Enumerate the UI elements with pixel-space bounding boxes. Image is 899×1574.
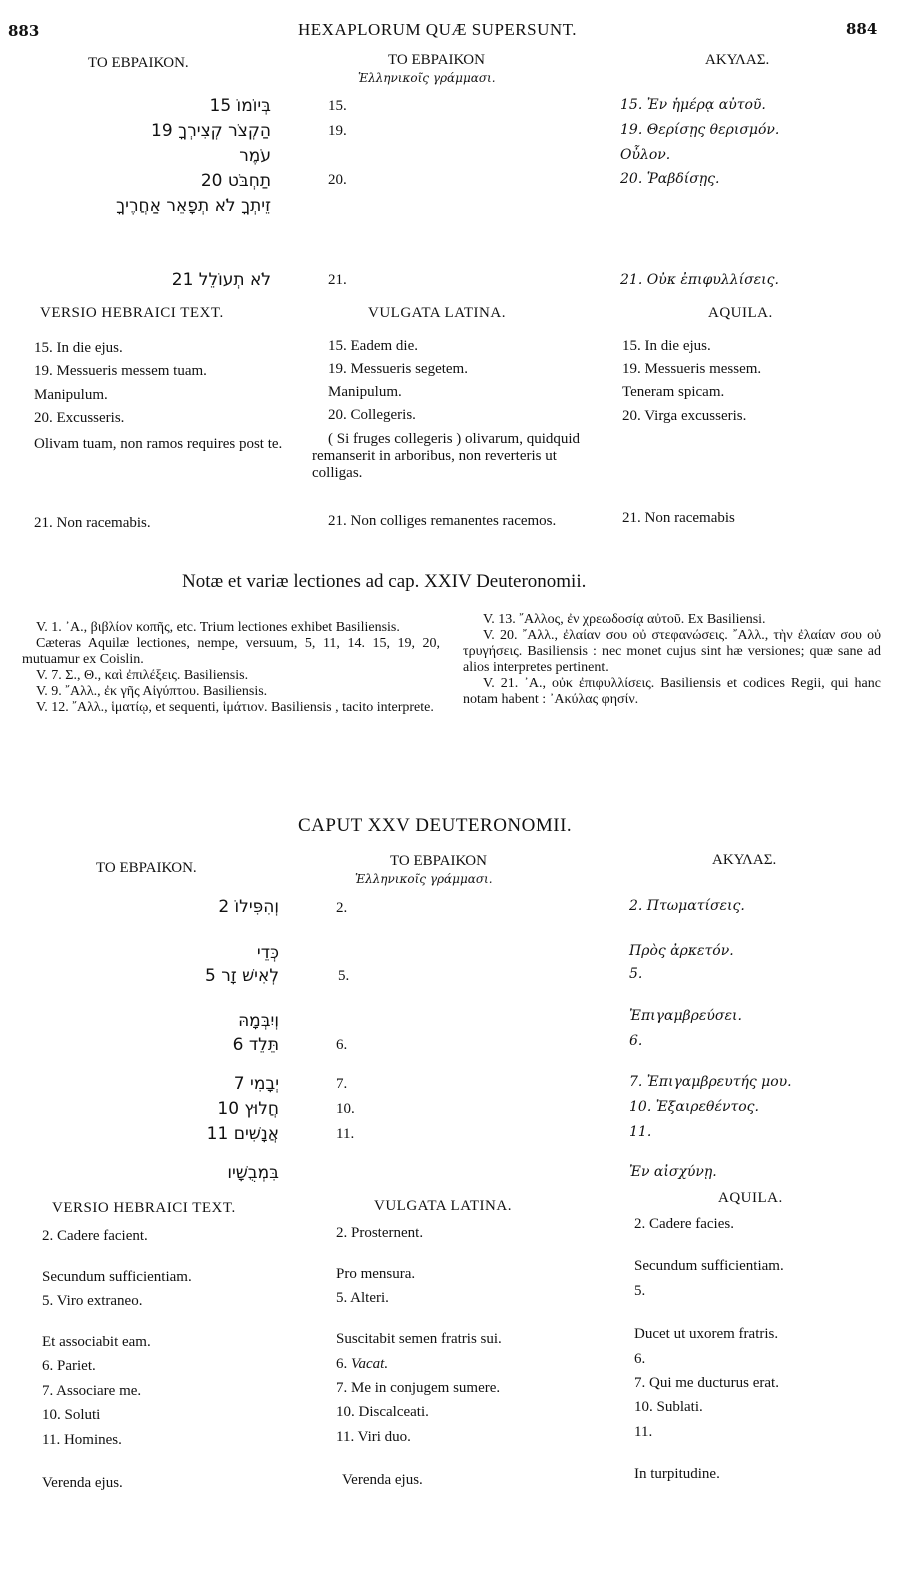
- vulgata-verse-number: 6.: [336, 1356, 348, 1372]
- latin-head-aquila: AQUILA.: [708, 305, 773, 321]
- vulgata-vacat: Vacat.: [351, 1356, 389, 1372]
- vulgata-line: [336, 1356, 388, 1373]
- aquila-greek-line: 20. Ῥαβδίσῃς.: [620, 171, 720, 187]
- versio-line: Manipulum.: [34, 387, 108, 403]
- verse-number: 20.: [328, 172, 347, 188]
- aquila-latin-line: Teneram spicam.: [622, 384, 725, 400]
- hebrew-line: אֲנָשִׁים 11: [206, 1124, 279, 1144]
- note-paragraph: V. 13. ῎Αλλος, ἐν χρεωδοσίᾳ αὐτοῦ. Ex Basiliensi.: [483, 612, 766, 627]
- col-head-aquila: ΑΚΥΛΑΣ.: [712, 852, 777, 868]
- versio-line: 5. Viro extraneo.: [42, 1293, 143, 1309]
- verse-number: 21.: [328, 272, 347, 288]
- notes-left-column: [22, 620, 440, 716]
- aquila-greek-line: Πρὸς ἀρκετόν.: [629, 943, 734, 959]
- aquila-latin-line: 20. Virga excusseris.: [622, 408, 747, 424]
- vulgata-line: 2. Prosternent.: [336, 1225, 424, 1241]
- col-head-aquila: ΑΚΥΛΑΣ.: [705, 52, 770, 68]
- vulgata-line: 11. Viri duo.: [336, 1429, 411, 1445]
- aquila-greek-line: Ἐπιγαμβρεύσει.: [629, 1008, 742, 1024]
- versio-line: 21. Non racemabis.: [34, 515, 151, 531]
- verse-number: 19.: [328, 123, 347, 139]
- verse-number: 11.: [336, 1126, 355, 1142]
- hebrew-line: לְאִישׁ זָר 5: [205, 966, 279, 986]
- versio-line: Secundum sufficientiam.: [42, 1269, 192, 1285]
- hebrew-line: בְּיוֹמוֹ 15: [209, 96, 271, 116]
- latin-head-vulgata: VULGATA LATINA.: [368, 305, 506, 321]
- note-paragraph: V. 12. ῎Αλλ., ἱματίῳ, et sequenti, ἱμάτιον. Basiliensis , tacito interprete.: [36, 700, 434, 715]
- aquila-latin-line: Ducet ut uxorem fratris.: [634, 1326, 779, 1342]
- versio-line: Verenda ejus.: [42, 1475, 123, 1491]
- aquila-latin-line: Secundum sufficientiam.: [634, 1258, 784, 1274]
- verse-number: 5.: [338, 968, 350, 984]
- note-paragraph: V. 9. ῎Αλλ., ἐκ γῆς Αἰγύπτου. Basiliensis.: [36, 684, 268, 699]
- aquila-latin-line: 15. In die ejus.: [622, 338, 711, 354]
- note-paragraph: V. 21. ᾿Α., οὐκ ἐπιφυλλίσεις. Basiliensis et codices Regii, qui hanc notam habent : ᾿Ακύλας φησίν.: [463, 676, 881, 707]
- latin-head-versio: VERSIO HEBRAICI TEXT.: [52, 1200, 236, 1216]
- verse-number: 6.: [336, 1037, 348, 1053]
- hebrew-line: יְבָמִי 7: [233, 1074, 279, 1094]
- hebrew-line: וְהִפִּילוֹ 2: [218, 897, 279, 917]
- hebrew-line: תַחְבֹּט 20: [200, 171, 271, 191]
- vulgata-line: 5. Alteri.: [336, 1290, 389, 1306]
- verse-number: 7.: [336, 1076, 348, 1092]
- col-head-transliteration-sub: Ἑλληνικοῖς γράμμασι.: [355, 872, 493, 886]
- aquila-latin-line: 11.: [634, 1424, 653, 1440]
- aquila-greek-line: 21. Οὐκ ἐπιφυλλίσεις.: [620, 272, 779, 288]
- vulgata-line: Pro mensura.: [336, 1266, 416, 1282]
- aquila-latin-line: 19. Messueris messem.: [622, 361, 762, 377]
- versio-line: 20. Excusseris.: [34, 410, 125, 426]
- aquila-latin-line: 2. Cadere facies.: [634, 1216, 734, 1232]
- aquila-latin-line: In turpitudine.: [634, 1466, 720, 1482]
- aquila-greek-line: 19. Θερίσῃς θερισμόν.: [620, 122, 780, 138]
- col-head-transliteration: ΤΟ ΕΒΡΑΙΚΟΝ: [390, 853, 487, 869]
- aquila-greek-line: 7. Ἐπιγαμβρευτής μου.: [629, 1074, 792, 1090]
- aquila-greek-line: 15. Ἐν ἡμέρᾳ αὐτοῦ.: [620, 97, 766, 113]
- hebrew-line: תֵּלֵד 6: [232, 1035, 279, 1055]
- aquila-latin-line: 21. Non racemabis: [622, 510, 735, 526]
- page-number-right: 884: [846, 20, 878, 38]
- note-paragraph: Cæteras Aquilæ lectiones, nempe, versuum, 5, 11, 14. 15, 19, 20, mutuamur ex Coislin.: [22, 636, 440, 667]
- hebrew-line: זֵיתְךָ לֹא תְפָאֵר אַחֲרֶיךָ: [116, 196, 271, 216]
- vulgata-line: 15. Eadem die.: [328, 338, 418, 354]
- aquila-greek-line: 5.: [629, 966, 643, 982]
- aquila-greek-line: 11.: [629, 1124, 652, 1140]
- versio-line: Olivam tuam, non ramos requires post te.: [34, 436, 283, 452]
- vulgata-line: 21. Non colliges remanentes racemos.: [328, 513, 557, 529]
- vulgata-line: 7. Me in conjugem sumere.: [336, 1380, 501, 1396]
- aquila-greek-line: Ἐν αἰσχύνῃ.: [629, 1164, 717, 1180]
- notes-title: Notæ et variæ lectiones ad cap. XXIV Deuteronomii.: [182, 571, 587, 592]
- versio-line: 6. Pariet.: [42, 1358, 96, 1374]
- aquila-latin-line: 5.: [634, 1283, 646, 1299]
- aquila-greek-line: 2. Πτωματίσεις.: [629, 898, 745, 914]
- hebrew-line: חֲלוּץ 10: [217, 1099, 279, 1119]
- hebrew-line: כְּדֵי: [256, 943, 279, 963]
- hebrew-line: בִּמְבֻשָׁיו: [227, 1163, 279, 1183]
- vulgata-line: 19. Messueris segetem.: [328, 361, 468, 377]
- note-paragraph: V. 7. Σ., Θ., καὶ ἐπιλέξεις. Basiliensis.: [36, 668, 249, 683]
- running-title: HEXAPLORUM QUÆ SUPERSUNT.: [298, 20, 578, 39]
- vulgata-line: Manipulum.: [328, 384, 402, 400]
- aquila-greek-line: Οὖλον.: [620, 147, 671, 163]
- aquila-greek-line: 6.: [629, 1033, 643, 1049]
- note-paragraph: V. 1. ᾿Α., βιβλίον κοπῆς, etc. Trium lectiones exhibet Basiliensis.: [36, 620, 400, 635]
- hebrew-line: הַקְצֹר קְצִירְךָ 19: [151, 121, 271, 141]
- col-head-transliteration: ΤΟ ΕΒΡΑΙΚΟΝ: [388, 52, 485, 68]
- verse-number: 15.: [328, 98, 347, 114]
- aquila-latin-line: 7. Qui me ducturus erat.: [634, 1375, 779, 1391]
- hebrew-line: וְיִבְּמָהּ: [238, 1011, 279, 1031]
- versio-line: 2. Cadere facient.: [42, 1228, 148, 1244]
- versio-line: 7. Associare me.: [42, 1383, 142, 1399]
- col-head-hebrew: ΤΟ ΕΒΡΑΙΚΟΝ.: [88, 55, 189, 71]
- aquila-latin-line: 10. Sublati.: [634, 1399, 703, 1415]
- latin-head-vulgata: VULGATA LATINA.: [374, 1198, 512, 1214]
- versio-line: 19. Messueris messem tuam.: [34, 363, 207, 379]
- verse-number: 2.: [336, 900, 348, 916]
- versio-line: Et associabit eam.: [42, 1334, 151, 1350]
- versio-line: 15. In die ejus.: [34, 340, 123, 356]
- aquila-latin-line: 6.: [634, 1351, 646, 1367]
- notes-right-column: [463, 612, 881, 708]
- aquila-greek-line: 10. Ἐξαιρεθέντος.: [629, 1099, 759, 1115]
- versio-line: 10. Soluti: [42, 1407, 101, 1423]
- vulgata-line: 10. Discalceati.: [336, 1404, 429, 1420]
- latin-head-versio: VERSIO HEBRAICI TEXT.: [40, 305, 224, 321]
- latin-head-aquila: AQUILA.: [718, 1190, 783, 1206]
- vulgata-line: Suscitabit semen fratris sui.: [336, 1331, 502, 1347]
- vulgata-line: Verenda ejus.: [342, 1472, 423, 1488]
- hebrew-line: לֹא תְעוֹלֵל 21: [171, 270, 271, 290]
- vulgata-line: ( Si fruges collegeris ) olivarum, quidquid remanserit in arboribus, non reverteris ut colligas.: [312, 431, 581, 481]
- vulgata-line: 20. Collegeris.: [328, 407, 416, 423]
- note-paragraph: V. 20. ῎Αλλ., ἐλαίαν σου οὐ στεφανώσεις. ῎Αλλ., τὴν ἐλαίαν σου οὐ τρυγήσεις. Basiliensis : nec monet cujus sint hæ versiones; quæ sane ad alios interpretes pertinent.: [463, 628, 881, 675]
- col-head-transliteration-sub: Ἑλληνικοῖς γράμμασι.: [358, 71, 496, 85]
- verse-number: 10.: [336, 1101, 355, 1117]
- chapter-title: CAPUT XXV DEUTERONOMII.: [298, 815, 573, 836]
- page-number-left: 883: [8, 22, 40, 40]
- versio-line: 11. Homines.: [42, 1432, 122, 1448]
- hebrew-line: עֹמֶר: [239, 146, 271, 166]
- col-head-hebrew: ΤΟ ΕΒΡΑΙΚΟΝ.: [96, 860, 197, 876]
